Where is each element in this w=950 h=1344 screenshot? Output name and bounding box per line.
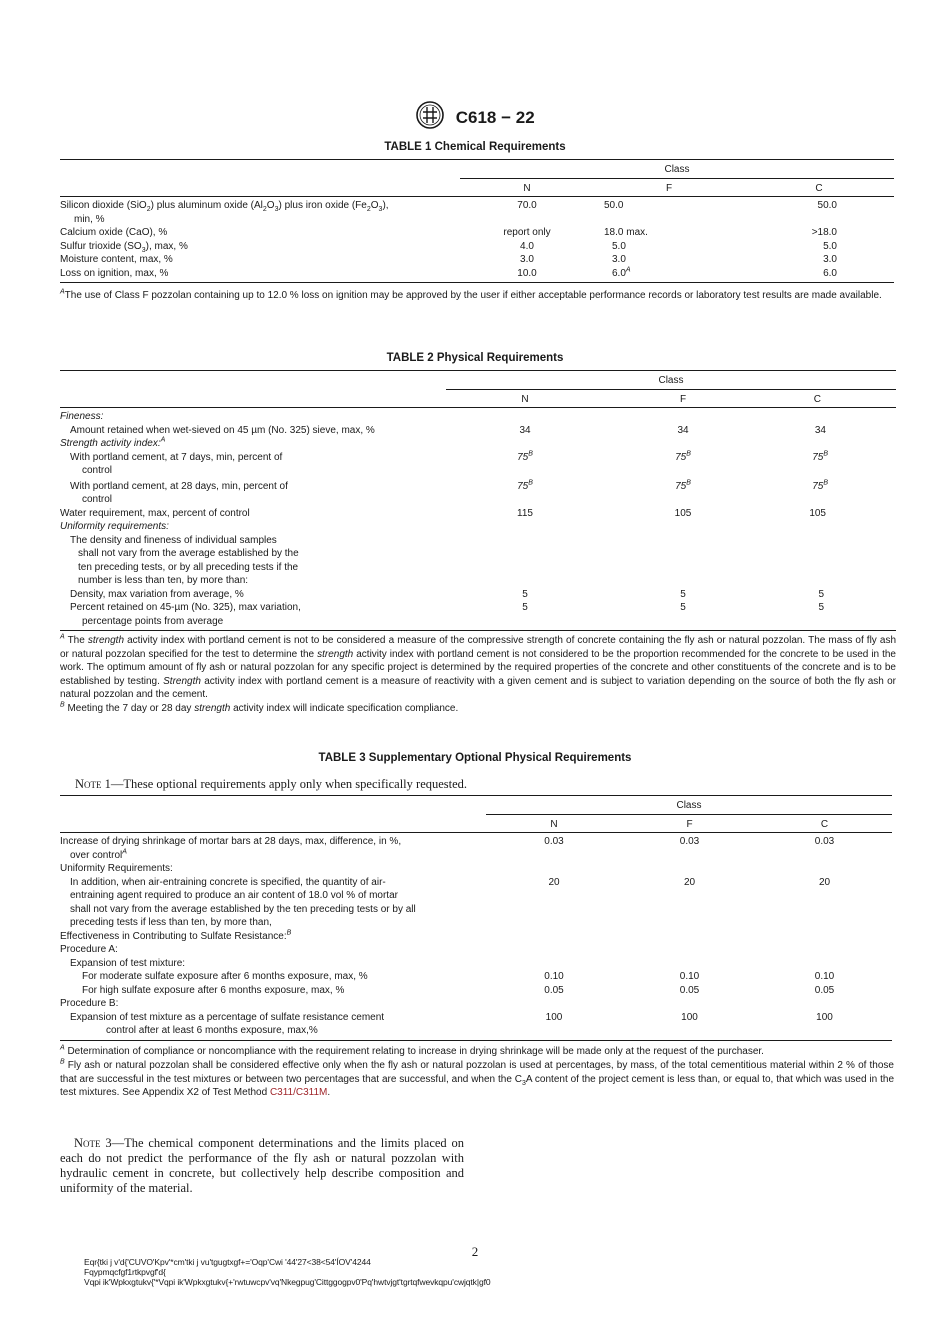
table1-col-c: C xyxy=(815,182,823,194)
table-row: Sulfur trioxide $(SO_3)$, max, % 4.0 5.0 5.0 xyxy=(60,240,837,254)
c311-link[interactable]: C311/C311M xyxy=(269,1087,328,1098)
license-footer: Eqr{tki j v'd{'CUVO'Kpv'*cm'tki j vu'tgugtxgf+='Oqp'Cwi '44'27<38<54'ÍOV'4244 Fqypmqcfgf1rtkpvgf'd{ Vqpi ik'Wpkxgtukv{'*Vqpi ik'Wpkxgtukv{+'rwtuwcpv'vq'Nkegpug'Cittggogpv0'Pq'hwtvjgt'tgrtqfwevkqpu'cwjqtk|gf0 xyxy=(84,1257,491,1287)
table-row: With portland cement, at 28 days, min, percent of control $75^B$ $75^B$ $75^B$ xyxy=(70,479,828,505)
table-row: In addition, when air-entraining concrete is specified, the quantity of air- entraining agent required to produce an air content of 18.0 vol % of mortar shall not vary from the average established by the ten preceding tests or by all preceding tests if less than ten, by more than, 20 20 20 xyxy=(70,876,831,928)
table-row: Calcium oxide (CaO), % report only 18.0 max. >18.0 xyxy=(60,227,837,238)
table3-note: Note 1—These optional requirements apply only when specifically requested. xyxy=(75,777,468,791)
note-3: Note 3—The chemical component determinations and the limits placed on each do not predict the performance of the fly ash or natural pozzolan with hydraulic cement in concrete, but collectively help describe composition and uniformity of the material. xyxy=(60,1136,464,1195)
table1-col-n: N xyxy=(523,182,531,194)
page-header xyxy=(0,100,950,135)
table-row: For high sulfate exposure after 6 months exposure, max, % 0.05 0.05 0.05 xyxy=(82,984,835,996)
table1-title: TABLE 1 Chemical Requirements xyxy=(384,141,566,153)
table1 xyxy=(60,159,894,283)
page-number: 2 xyxy=(471,1244,479,1259)
table3: Class N F C Increase of drying shrinkage of mortar bars at 28 days, max, difference, in %, over control$^A$ 0.03 0.03 0.03 Uniformity Requirements: In addition, when air-entraining concrete is specified, the quantity of air- entraining agent required to produce an air content of 18.0 vol % of mortar shall not vary from the average established by the ten preceding tests or by all preceding tests if less than ten, by more than, 20 20 20 Effectiveness in Contributing to Sulfate Resistance:$^B$ Procedure A: Expansion of test mixture: For moderate sulfate exposure after 6 months exposure, max, % 0.10 0.10 0.10 For high sulfate exposure after 6 months exposure, max, % 0.05 0.05 0.05 Procedure B: Expansion of test mixture as a percentage of sulfate resistance cement control after at least 6 months exposure, max,% 100 100 100 xyxy=(60,795,892,1041)
table-row: The density and fineness of individual samples shall not vary from the average established by the ten preceding tests, or by all preceding tests if the number is less than ten, by more than: xyxy=(70,534,299,586)
table1-class-header: Class xyxy=(460,160,894,179)
table-row: Increase of drying shrinkage of mortar bars at 28 days, max, difference, in %, over control$^A$ 0.03 0.03 0.03 xyxy=(60,836,835,861)
table-row: With portland cement, at 7 days, min, percent of control $75^B$ $75^B$ $75^B$ xyxy=(70,450,828,476)
astm-logo-icon xyxy=(415,100,445,135)
table-row: Loss on ignition, max, % 10.0 $6.0^A$ 6.0 xyxy=(60,267,894,283)
table2-footnote-b: $^B$ Meeting the 7 day or 28 day strength activity index will indicate specification compliance. xyxy=(60,701,459,714)
table3-title: TABLE 3 Supplementary Optional Physical Requirements xyxy=(318,752,632,764)
table2: Class N F C Fineness: Amount retained when wet-sieved on 45 µm (No. 325) sieve, max, % 34 34 34 Strength activity index:$^A$ With portland cement, at 7 days, min, percent of control $75^B$ $75^B$ $75^B$ With portland cement, at 28 days, min, percent of control $75^B$ $75^B$ $75^B$ Water requirement, max, percent of control 115 105 105 Uniformity requirements: The density and fineness of individual samples shall not vary from the average established by the ten preceding tests, or by all preceding tests if the number is less than ten, by more than: Density, max variation from average, % 5 5 5 Percent retained on 45-µm (No. 325), max variation, percentage points from average 5 5 5 xyxy=(60,370,896,631)
table-row: Silicon dioxide (SiO$_2$) plus aluminum oxide $(Al_2O_3)$ plus iron oxide $(Fe_2O_3)$, min, % 70.0 50.0 50.0 xyxy=(60,200,837,225)
table2-footnote-a: $^A$ The strength activity index with portland cement is not to be considered a measure of the compressive strength of concrete containing the fly ash or natural pozzolan. The mass of fly ash or natural pozzolan specified for the test to determine the strength activity index with portland cement is not considered to be the proportion recommended for the concrete to be used in the work. The optimum amount of fly ash or natural pozzolan for any specific project is determined by the required properties of the concrete and other constituents of the concrete and is to be established by testing. Strength activity index with portland cement is a measure of reactivity with a given cement and is subject to variation depending on the source of both the fly ash or natural pozzolan and the cement. xyxy=(60,633,897,700)
table-row: For moderate sulfate exposure after 6 months exposure, max, % 0.10 0.10 0.10 xyxy=(82,971,835,982)
table3-footnote-a: $^A$ Determination of compliance or noncompliance with the requirement relating to increase in drying shrinkage will be made only at the request of the purchaser. xyxy=(60,1044,764,1057)
standard-designation: C618 − 22 xyxy=(455,107,535,127)
table-row: Amount retained when wet-sieved on 45 µm (No. 325) sieve, max, % 34 34 34 xyxy=(70,424,826,436)
table2-title: TABLE 2 Physical Requirements xyxy=(386,352,564,364)
table-row: Water requirement, max, percent of control 115 105 105 xyxy=(60,507,826,519)
table-row: Expansion of test mixture as a percentage of sulfate resistance cement control after at least 6 months exposure, max,% 100 100 100 xyxy=(60,1011,892,1041)
table-row: Moisture content, max, % 3.0 3.0 3.0 xyxy=(60,254,837,265)
table3-footnote-b: $^B$ Fly ash or natural pozzolan shall be considered effective only when the fly ash or natural pozzolan is used at percentages, by mass, of the total cementitious material within 2 % of those that are successful in the test mixtures or between two percentages that are successful, and when the $C_3A$ content of the project cement is less than, or equal to, that which was used in the test mixtures. See Appendix X2 of Test Method C311/C311M. xyxy=(60,1058,895,1098)
table-row: Density, max variation from average, % 5 5 5 xyxy=(70,588,824,600)
table-row: Percent retained on 45-µm (No. 325), max variation, percentage points from average 5 5 5 xyxy=(60,601,896,631)
table1-footnote: $^A$The use of Class F pozzolan containing up to 12.0 % loss on ignition may be approved by the user if either acceptable performance records or laboratory test results are made available. xyxy=(60,288,882,301)
table1-col-f: F xyxy=(665,182,673,194)
